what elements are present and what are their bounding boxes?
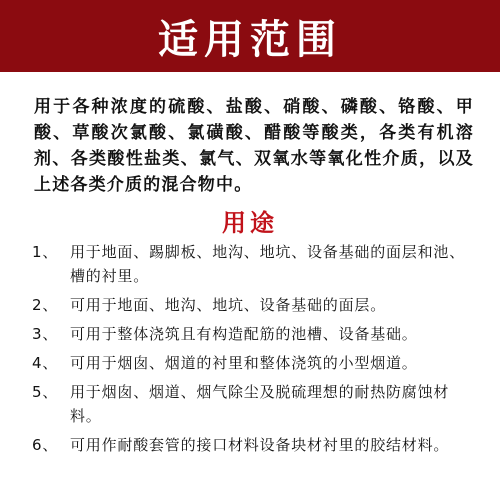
- header-banner: [0, 0, 500, 72]
- scope-description: 用于各种浓度的硫酸、盐酸、硝酸、磷酸、铬酸、甲酸、草酸次氯酸、氯磺酸、醋酸等酸类，各类有机溶剂、各类酸性盐类、氯气、双氧水等氧化性介质，以及上述各类介质的混合物中。: [34, 97, 474, 195]
- list-item: [32, 380, 472, 428]
- list-item: [32, 293, 472, 317]
- list-item: [32, 240, 472, 288]
- list-item-number: 2、: [32, 296, 59, 314]
- list-item-number: 4、: [32, 354, 59, 372]
- list-item: [32, 322, 472, 346]
- list-item-text: 用于地面、踢脚板、地沟、地坑、设备基础的面层和池、槽的衬里。: [70, 243, 466, 285]
- list-item-text: 用于烟囱、烟道、烟气除尘及脱硫理想的耐热防腐蚀材料。: [70, 383, 450, 425]
- usage-list: [32, 240, 472, 462]
- page-title: 适用范围: [158, 16, 342, 63]
- list-item-number: 5、: [32, 383, 59, 401]
- list-item-text: 可用于整体浇筑且有构造配筋的池槽、设备基础。: [70, 325, 418, 343]
- list-item-number: 3、: [32, 325, 59, 343]
- list-item: [32, 433, 472, 457]
- list-item-text: 可用于烟囱、烟道的衬里和整体浇筑的小型烟道。: [70, 354, 418, 372]
- usage-section-title: 用途: [222, 209, 278, 237]
- list-item-number: 6、: [32, 436, 59, 454]
- list-item-number: 1、: [32, 243, 59, 261]
- list-item-text: 可用作耐酸套管的接口材料设备块材衬里的胶结材料。: [70, 436, 450, 454]
- list-item-text: 可用于地面、地沟、地坑、设备基础的面层。: [70, 296, 387, 314]
- list-item: [32, 351, 472, 375]
